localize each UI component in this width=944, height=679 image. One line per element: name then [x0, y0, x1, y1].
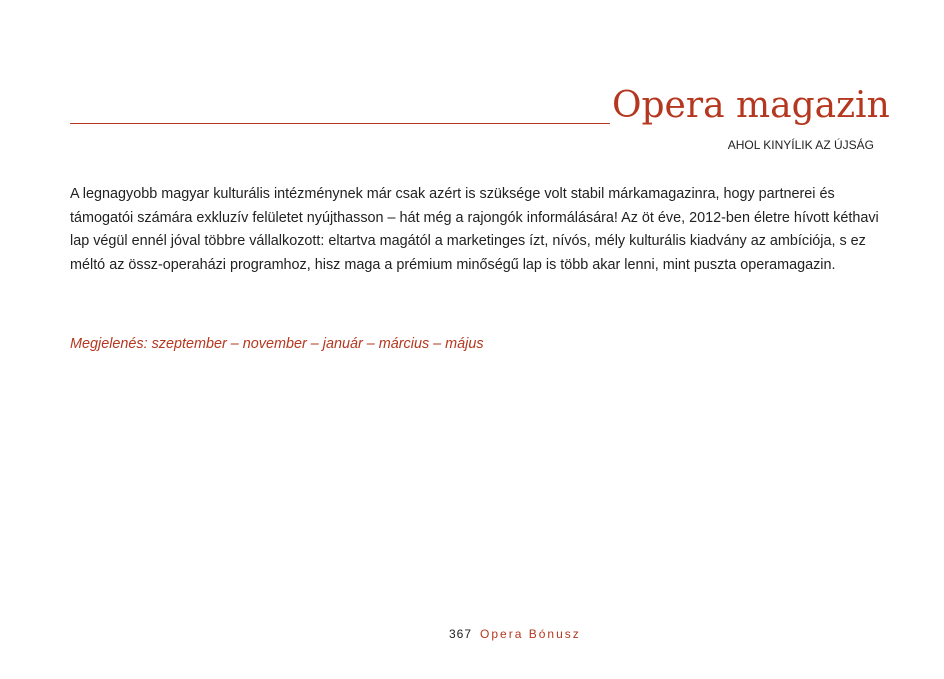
page-title: Opera magazin: [612, 85, 890, 126]
publication-schedule: Megjelenés: szeptember – november – január – március – május: [70, 336, 484, 352]
section-name: Opera Bónusz: [480, 627, 581, 641]
page-subtitle: AHOL KINYÍLIK AZ ÚJSÁG: [727, 138, 874, 152]
page-footer: [449, 626, 581, 642]
page-number: 367: [449, 627, 473, 641]
body-paragraph: A legnagyobb magyar kulturális intézménynek már csak azért is szüksége volt stabil márkamagazinra, hogy partnerei és támogatói számára exkluzív felületet nyújthasson – hát még a rajongók informálására! Az öt éve, 2012-ben életre hívott kéthavi lap végül ennél jóval többre vállalkozott: eltartva magától a marketinges ízt, nívós, mély kulturális kiadvány az ambíciója, s ez méltó az össz-operaházi programhoz, hisz maga a prémium minőségű lap is több akar lenni, mint puszta operamagazin.: [70, 186, 879, 273]
header-rule: [70, 123, 610, 124]
